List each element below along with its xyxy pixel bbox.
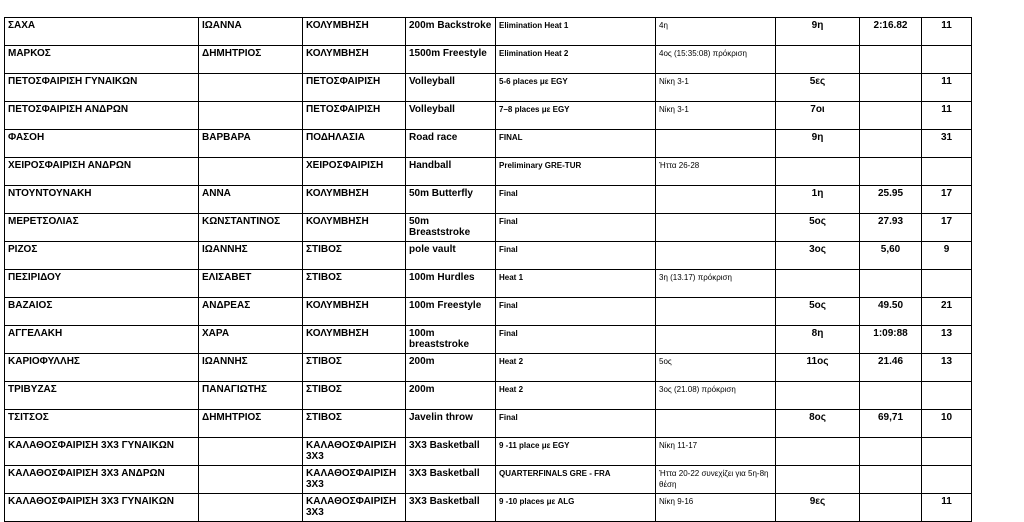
result-cell (860, 74, 922, 102)
table-row (5, 158, 972, 186)
phase-cell: Preliminary GRE-TUR (496, 158, 656, 186)
rank-cell (776, 46, 860, 74)
table-row (5, 102, 972, 130)
rank-cell: 1η (776, 186, 860, 214)
event-cell: 200m (406, 354, 496, 382)
sport-cell: ΚΟΛΥΜΒΗΣΗ (303, 214, 406, 242)
rank-cell (776, 466, 860, 494)
table-row (5, 326, 972, 354)
phase-cell: 9 -11 place με EGY (496, 438, 656, 466)
note-cell (656, 130, 776, 158)
event-cell: 3X3 Basketball (406, 466, 496, 494)
athlete-first-name-cell (199, 158, 303, 186)
rank-cell (776, 270, 860, 298)
athlete-first-name-cell (199, 74, 303, 102)
athlete-last-name-cell: ΚΑΛΑΘΟΣΦΑΙΡΙΣΗ 3Χ3 ΑΝΔΡΩΝ (5, 466, 199, 494)
day-cell (922, 382, 972, 410)
athlete-first-name-cell: ΙΩΑΝΝΗΣ (199, 354, 303, 382)
day-cell: 10 (922, 410, 972, 438)
athlete-first-name-cell: ΑΝΝΑ (199, 186, 303, 214)
phase-cell: Elimination Heat 2 (496, 46, 656, 74)
sport-cell: ΚΟΛΥΜΒΗΣΗ (303, 46, 406, 74)
phase-cell: Heat 2 (496, 382, 656, 410)
athlete-last-name-cell: ΜΑΡΚΟΣ (5, 46, 199, 74)
result-cell (860, 270, 922, 298)
athlete-first-name-cell: ΔΗΜΗΤΡΙΟΣ (199, 46, 303, 74)
event-cell: 1500m Freestyle (406, 46, 496, 74)
event-cell: 100m Freestyle (406, 298, 496, 326)
day-cell (922, 158, 972, 186)
table-row (5, 18, 972, 46)
table-row (5, 214, 972, 242)
rank-cell: 5ες (776, 74, 860, 102)
note-cell (656, 326, 776, 354)
athlete-first-name-cell: ΧΑΡΑ (199, 326, 303, 354)
athlete-last-name-cell: ΜΕΡΕΤΣΟΛΙΑΣ (5, 214, 199, 242)
table-row (5, 270, 972, 298)
table-row (5, 354, 972, 382)
rank-cell: 3ος (776, 242, 860, 270)
result-cell: 27.93 (860, 214, 922, 242)
result-cell: 2:16.82 (860, 18, 922, 46)
note-cell: Νίκη 3-1 (656, 102, 776, 130)
sport-cell: ΣΤΙΒΟΣ (303, 382, 406, 410)
event-cell: 200m (406, 382, 496, 410)
day-cell: 11 (922, 494, 972, 522)
note-cell: 5ος (656, 354, 776, 382)
note-cell (656, 410, 776, 438)
athlete-last-name-cell: ΦΑΣΟΗ (5, 130, 199, 158)
note-cell (656, 214, 776, 242)
result-cell (860, 46, 922, 74)
phase-cell: QUARTERFINALS GRE - FRA (496, 466, 656, 494)
note-cell (656, 242, 776, 270)
table-row (5, 382, 972, 410)
sport-cell: ΠΕΤΟΣΦΑΙΡΙΣΗ (303, 74, 406, 102)
note-cell: 3η (13.17) πρόκριση (656, 270, 776, 298)
event-cell: 200m Backstroke (406, 18, 496, 46)
athlete-last-name-cell: ΠΕΤΟΣΦΑΙΡΙΣΗ ΓΥΝΑΙΚΩΝ (5, 74, 199, 102)
athlete-last-name-cell: ΠΕΤΟΣΦΑΙΡΙΣΗ ΑΝΔΡΩΝ (5, 102, 199, 130)
rank-cell: 9η (776, 18, 860, 46)
day-cell (922, 270, 972, 298)
athlete-last-name-cell: ΒΑΖΑΙΟΣ (5, 298, 199, 326)
phase-cell: Heat 1 (496, 270, 656, 298)
athlete-first-name-cell (199, 438, 303, 466)
phase-cell: 9 -10 places με ALG (496, 494, 656, 522)
day-cell: 11 (922, 102, 972, 130)
athlete-last-name-cell: ΧΕΙΡΟΣΦΑΙΡΙΣΗ ΑΝΔΡΩΝ (5, 158, 199, 186)
table-row (5, 466, 972, 494)
note-cell: Νίκη 3-1 (656, 74, 776, 102)
day-cell (922, 438, 972, 466)
sport-cell: ΠΟΔΗΛΑΣΙΑ (303, 130, 406, 158)
athlete-last-name-cell: ΠΕΣΙΡΙΔΟΥ (5, 270, 199, 298)
event-cell: 3X3 Basketball (406, 494, 496, 522)
day-cell (922, 466, 972, 494)
note-cell: 4η (656, 18, 776, 46)
result-cell: 49.50 (860, 298, 922, 326)
athlete-last-name-cell: ΡΙΖΟΣ (5, 242, 199, 270)
note-cell: Ήττα 20-22 συνεχίζει για 5η-8η θέση (656, 466, 776, 494)
phase-cell: Final (496, 326, 656, 354)
athlete-last-name-cell: ΚΑΛΑΘΟΣΦΑΙΡΙΣΗ 3Χ3 ΓΥΝΑΙΚΩΝ (5, 438, 199, 466)
result-cell (860, 102, 922, 130)
athlete-last-name-cell: ΚΑΡΙΟΦΥΛΛΗΣ (5, 354, 199, 382)
day-cell: 11 (922, 74, 972, 102)
day-cell: 21 (922, 298, 972, 326)
rank-cell: 7οι (776, 102, 860, 130)
phase-cell: FINAL (496, 130, 656, 158)
table-row (5, 74, 972, 102)
phase-cell: Final (496, 298, 656, 326)
day-cell: 9 (922, 242, 972, 270)
rank-cell: 8η (776, 326, 860, 354)
day-cell: 13 (922, 354, 972, 382)
athlete-last-name-cell: ΝΤΟΥΝΤΟΥΝΑΚΗ (5, 186, 199, 214)
day-cell: 13 (922, 326, 972, 354)
note-cell: 4ος (15:35:08) πρόκριση (656, 46, 776, 74)
result-cell (860, 130, 922, 158)
results-table (4, 17, 972, 522)
note-cell (656, 298, 776, 326)
table-row (5, 298, 972, 326)
athlete-first-name-cell: ΒΑΡΒΑΡΑ (199, 130, 303, 158)
rank-cell: 11ος (776, 354, 860, 382)
athlete-first-name-cell (199, 466, 303, 494)
athlete-first-name-cell: ΙΩΑΝΝΗΣ (199, 242, 303, 270)
athlete-first-name-cell (199, 494, 303, 522)
phase-cell: 7–8 places με EGY (496, 102, 656, 130)
result-cell: 25.95 (860, 186, 922, 214)
event-cell: 50m Butterfly (406, 186, 496, 214)
athlete-first-name-cell: ΔΗΜΗΤΡΙΟΣ (199, 410, 303, 438)
athlete-first-name-cell: ΑΝΔΡΕΑΣ (199, 298, 303, 326)
sport-cell: ΚΑΛΑΘΟΣΦΑΙΡΙΣΗ 3Χ3 (303, 438, 406, 466)
note-cell: Νίκη 9-16 (656, 494, 776, 522)
result-cell: 5,60 (860, 242, 922, 270)
sport-cell: ΚΟΛΥΜΒΗΣΗ (303, 298, 406, 326)
results-table-body (5, 18, 972, 522)
phase-cell: Final (496, 214, 656, 242)
athlete-first-name-cell: ΚΩΝΣΤΑΝΤΙΝΟΣ (199, 214, 303, 242)
athlete-first-name-cell: ΕΛΙΣΑΒΕΤ (199, 270, 303, 298)
phase-cell: 5-6 places με EGY (496, 74, 656, 102)
table-row (5, 242, 972, 270)
rank-cell (776, 158, 860, 186)
sport-cell: ΚΟΛΥΜΒΗΣΗ (303, 326, 406, 354)
result-cell (860, 158, 922, 186)
table-row (5, 186, 972, 214)
table-row (5, 494, 972, 522)
sport-cell: ΚΑΛΑΘΟΣΦΑΙΡΙΣΗ 3Χ3 (303, 494, 406, 522)
table-row (5, 438, 972, 466)
athlete-last-name-cell: ΚΑΛΑΘΟΣΦΑΙΡΙΣΗ 3Χ3 ΓΥΝΑΙΚΩΝ (5, 494, 199, 522)
day-cell: 11 (922, 18, 972, 46)
rank-cell: 9η (776, 130, 860, 158)
day-cell: 17 (922, 186, 972, 214)
sport-cell: ΚΑΛΑΘΟΣΦΑΙΡΙΣΗ 3Χ3 (303, 466, 406, 494)
result-cell: 69,71 (860, 410, 922, 438)
athlete-first-name-cell (199, 102, 303, 130)
sport-cell: ΧΕΙΡΟΣΦΑΙΡΙΣΗ (303, 158, 406, 186)
event-cell: Javelin throw (406, 410, 496, 438)
event-cell: 100m Hurdles (406, 270, 496, 298)
athlete-last-name-cell: ΑΓΓΕΛΑΚΗ (5, 326, 199, 354)
phase-cell: Final (496, 242, 656, 270)
athlete-last-name-cell: ΤΡΙΒΥΖΑΣ (5, 382, 199, 410)
rank-cell: 5ος (776, 298, 860, 326)
event-cell: 3X3 Basketball (406, 438, 496, 466)
phase-cell: Final (496, 410, 656, 438)
sport-cell: ΚΟΛΥΜΒΗΣΗ (303, 186, 406, 214)
event-cell: pole vault (406, 242, 496, 270)
sport-cell: ΣΤΙΒΟΣ (303, 354, 406, 382)
day-cell: 17 (922, 214, 972, 242)
athlete-last-name-cell: ΤΣΙΤΣΟΣ (5, 410, 199, 438)
phase-cell: Elimination Heat 1 (496, 18, 656, 46)
event-cell: Handball (406, 158, 496, 186)
sport-cell: ΚΟΛΥΜΒΗΣΗ (303, 18, 406, 46)
result-cell: 21.46 (860, 354, 922, 382)
event-cell: 50m Breaststroke (406, 214, 496, 242)
rank-cell (776, 382, 860, 410)
result-cell (860, 438, 922, 466)
athlete-last-name-cell: ΣΑΧΑ (5, 18, 199, 46)
phase-cell: Heat 2 (496, 354, 656, 382)
note-cell (656, 186, 776, 214)
athlete-first-name-cell: ΙΩΑΝΝΑ (199, 18, 303, 46)
day-cell: 31 (922, 130, 972, 158)
result-cell (860, 382, 922, 410)
day-cell (922, 46, 972, 74)
rank-cell: 9ες (776, 494, 860, 522)
phase-cell: Final (496, 186, 656, 214)
result-cell: 1:09:88 (860, 326, 922, 354)
sport-cell: ΠΕΤΟΣΦΑΙΡΙΣΗ (303, 102, 406, 130)
rank-cell: 5ος (776, 214, 860, 242)
event-cell: Volleyball (406, 102, 496, 130)
sport-cell: ΣΤΙΒΟΣ (303, 270, 406, 298)
sport-cell: ΣΤΙΒΟΣ (303, 410, 406, 438)
event-cell: Road race (406, 130, 496, 158)
result-cell (860, 466, 922, 494)
rank-cell: 8ος (776, 410, 860, 438)
sport-cell: ΣΤΙΒΟΣ (303, 242, 406, 270)
event-cell: Volleyball (406, 74, 496, 102)
rank-cell (776, 438, 860, 466)
table-row (5, 130, 972, 158)
table-row (5, 46, 972, 74)
athlete-first-name-cell: ΠΑΝΑΓΙΩΤΗΣ (199, 382, 303, 410)
event-cell: 100m breaststroke (406, 326, 496, 354)
result-cell (860, 494, 922, 522)
note-cell: Νίκη 11-17 (656, 438, 776, 466)
note-cell: 3ος (21.08) πρόκριση (656, 382, 776, 410)
note-cell: Ήττα 26-28 (656, 158, 776, 186)
table-row (5, 410, 972, 438)
